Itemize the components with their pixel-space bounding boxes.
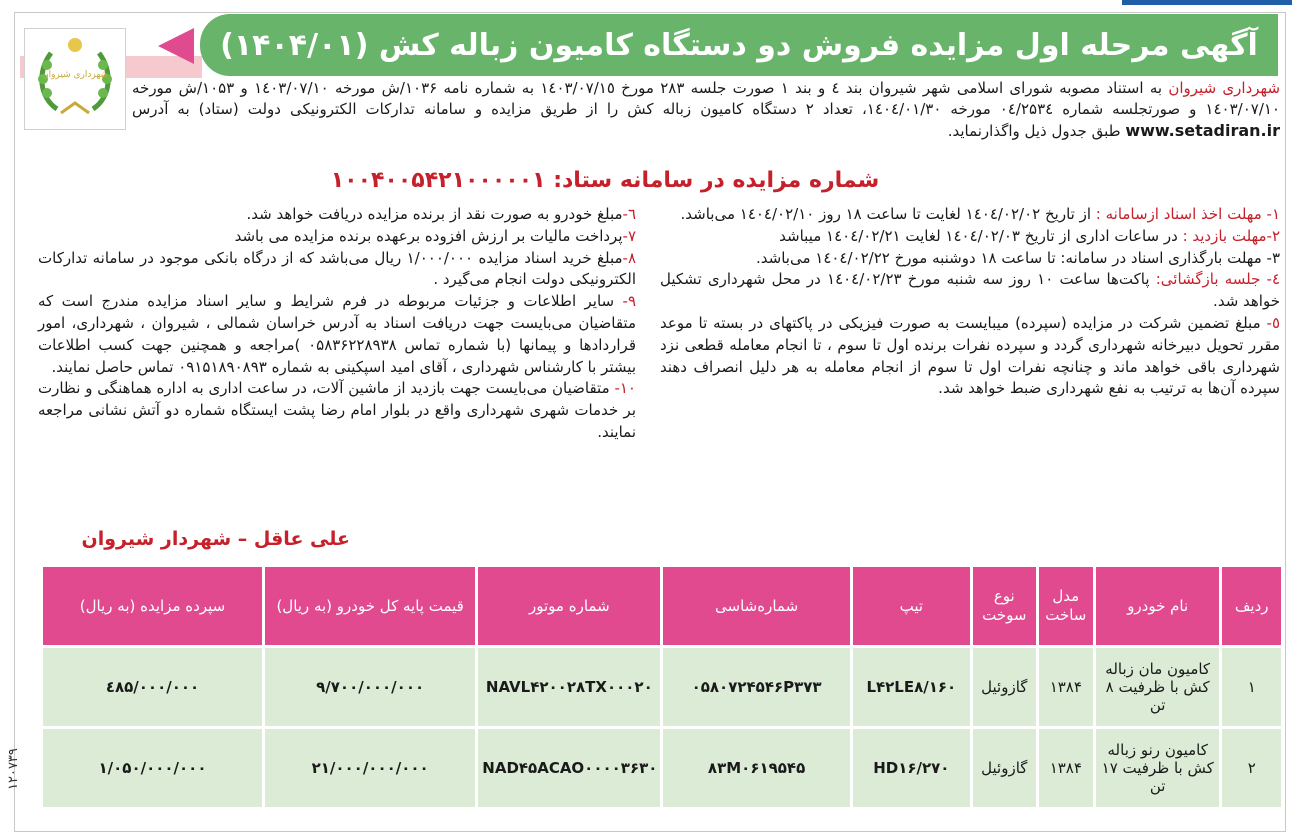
term-text: سایر اطلاعات و جزئیات مربوطه در فرم شرایط و سایر اسناد مزایده مندرج است که متقاضیان می‌بایست جهت دریافت اسناد به آدرس خراسان شمالی ، شیروان ، شهرداری، امور قراردادها و پیمانها (با شماره تماس ۰۵۸۳۶۲۲۸۹۳۸ )مراجعه و همچنین جهت کسب اطلاعات بیشتر با کارشناس شهرداری ، آقای امید اسپکینی به شماره ۰۹۱۵۱۸۹۰۸۹۳ تماس حاصل نمایند.: [38, 292, 636, 376]
header-chassis-number: شماره‌شاسی: [663, 567, 849, 645]
term-label: ۲-مهلت بازدید :: [1182, 226, 1280, 245]
header-row-number: ردیف: [1222, 567, 1281, 645]
term-text: در ساعات اداری از تاریخ ۱٤۰٤/۰۲/۰۳ لغایت ۱٤۰٤/۰۲/۲۱ میباشد: [779, 226, 1183, 245]
cell-model-year: ۱۳۸۴: [1039, 729, 1093, 807]
term-text: متقاضیان می‌بایست جهت بازدید از ماشین آلات، در ساعت اداری به اداره هماهنگی و نظارت بر خدمات شهری شهرداری واقع در بلوار امام رضا پشت ایستگاه شماره دو آتش نشانی مراجعه نمایند.: [38, 379, 636, 441]
term-text: پاکت‌ها ساعت ۱۰ روز سه شنبه مورخ ۱٤۰٤/۰۲/۲۳ در محل شهرداری تشکیل خواهد شد.: [660, 270, 1280, 311]
cell-type: L۴۲LE۸/۱۶۰: [853, 648, 970, 726]
cell-type: HD۱۶/۲۷۰: [853, 729, 970, 807]
intro-text-a: به استناد مصوبه شورای اسلامی شهر شیروان بند ٤ و بند ۱ صورت جلسه ۲۸۳ مورخ ۱٤۰۳/۰۷/۱٥ به شماره نامه ۱۰۳۶/ش مورخه ۱٤۰۳/۰۷/۱۰ و ۱۰۵۳/ش مورخه ۱٤۰۳/۰۷/۱۰ و صورتجلسه شماره ۰٤/۲۵۳٤ مورخه ۱٤۰٤/۰۱/۳۰، تعداد ۲ دستگاه کامیون زباله کش را از طریق مزایده و سامانه تدارکات الکترونیکی دولت (ستاد) به آدرس: [132, 79, 1280, 118]
term-label: ۱- مهلت اخذ اسناد ازسامانه :: [1095, 205, 1280, 223]
term-item: [660, 226, 1280, 248]
term-item: [660, 313, 1280, 400]
cell-base-price: ۲۱/۰۰۰/۰۰۰/۰۰۰: [265, 729, 475, 807]
term-item: [38, 291, 636, 378]
cell-engine-number: NAVL۴۲۰۰۲۸TX۰۰۰۲۰: [478, 648, 660, 726]
auction-number: شماره مزایده در سامانه ستاد: ۱۰۰۴۰۰۵۴۲۱۰۰۰۰۰۱: [330, 168, 880, 193]
intro-paragraph: [132, 78, 1280, 142]
term-label: ٥-: [1260, 313, 1281, 332]
header-deposit: سپرده مزایده (به ریال): [43, 567, 262, 645]
cell-row-number: ۲: [1222, 729, 1281, 807]
cell-chassis-number: ۰۵۸۰۷۲۴۵۴۶P۳۷۳: [663, 648, 849, 726]
header-vehicle-name: نام خودرو: [1096, 567, 1220, 645]
term-item: [38, 204, 636, 226]
term-item: [38, 378, 636, 443]
header-engine-number: شماره موتور: [478, 567, 660, 645]
cell-model-year: ۱۳۸۴: [1039, 648, 1093, 726]
term-text: ۳- مهلت بارگذاری اسناد در سامانه: تا ساعت ۱۸ دوشنبه مورخ ۱٤۰٤/۰۲/۲۲ می‌باشد.: [756, 248, 1280, 267]
website-link[interactable]: www.setadiran.ir: [1125, 121, 1280, 140]
term-text: پرداخت مالیات بر ارزش افزوده برعهده برنده مزایده می باشد: [234, 226, 623, 245]
table-header-row: [43, 567, 1281, 645]
cell-row-number: ۱: [1222, 648, 1281, 726]
term-label: ۱۰-: [614, 379, 636, 398]
top-accent-bar: [1122, 0, 1292, 5]
term-label: ۸-: [622, 248, 637, 267]
term-text: مبلغ تضمین شرکت در مزایده (سپرده) میبایست به صورت فیزیکی در پاکتهای در بسته تا موعد مقرر تحویل دبیرخانه شهرداری گردد و سپرده نفرات برنده اول تا سوم ، تا انجام معامله قطعی نزد شهرداری باقی خواهد ماند و چنانچه نفرات اول تا سوم از انجام معامله به هر دلیل انصراف دهند سپرده آن‌ها به ترتیب به نفع شهرداری ضبط خواهد شد.: [660, 313, 1280, 398]
term-text: مبلغ خرید اسناد مزایده ۱/۰۰۰/۰۰۰ ریال می‌باشد که از درگاه بانکی موجود در سامانه تدارکات الکترونیکی دولت انجام می‌گیرد .: [38, 248, 636, 289]
header-pink-notch: [158, 28, 194, 64]
term-item: [660, 269, 1280, 313]
cell-vehicle-name: کامیون مان زباله کش با ظرفیت ۸ تن: [1096, 648, 1220, 726]
term-label: ۹-: [622, 292, 636, 311]
cell-engine-number: NAD۴۵ACAO۰۰۰۰۳۶۳۰: [478, 729, 660, 807]
term-text: از تاریخ ۱٤۰٤/۰۲/۰۲ لغایت تا ساعت ۱۸ روز ۱٤۰٤/۰۲/۱۰ می‌باشد.: [680, 205, 1096, 223]
table-row: [43, 648, 1281, 726]
mayor-signature: علی عاقل – شهردار شیروان: [81, 528, 350, 550]
table-row: [43, 729, 1281, 807]
terms-left-column: [38, 204, 636, 444]
term-item: [38, 226, 636, 248]
term-item: [660, 204, 1280, 226]
header-model-year: مدل ساخت: [1039, 567, 1093, 645]
title-bar: [200, 14, 1278, 76]
term-item: [660, 248, 1280, 270]
header-type: تیپ: [853, 567, 970, 645]
intro-text-b: طبق جدول ذیل واگذارنماید.: [947, 122, 1126, 140]
logo-text: شهرداری شیروان: [41, 70, 109, 80]
vehicles-table: [40, 564, 1284, 810]
header-fuel-type: نوع سوخت: [973, 567, 1036, 645]
term-label: ۷-: [622, 226, 636, 245]
terms-right-column: [660, 204, 1280, 400]
term-text: مبلغ خودرو به صورت نقد از برنده مزایده دریافت خواهد شد.: [246, 205, 623, 223]
cell-chassis-number: ۸۳M۰۶۱۹۵۴۵: [663, 729, 849, 807]
term-label: ٤- جلسه بازگشائی:: [1155, 270, 1281, 289]
cell-deposit: ٤۸۵/۰۰۰/۰۰۰: [43, 648, 262, 726]
ad-title: آگهی مرحله اول مزایده فروش دو دستگاه کامیون زباله کش (۱۴۰۴/۰۱): [220, 27, 1258, 63]
cell-fuel-type: گازوئیل: [973, 729, 1036, 807]
municipality-name: شهرداری شیروان: [1168, 79, 1281, 97]
cell-deposit: ۱/۰۵۰/۰۰۰/۰۰۰: [43, 729, 262, 807]
cell-fuel-type: گازوئیل: [973, 648, 1036, 726]
term-label: ٦-: [622, 205, 636, 223]
header-base-price: قیمت پایه کل خودرو (به ریال): [265, 567, 475, 645]
cell-base-price: ۹/۷۰۰/۰۰۰/۰۰۰: [265, 648, 475, 726]
cell-vehicle-name: کامیون رنو زباله کش با ظرفیت ۱۷ تن: [1096, 729, 1220, 807]
wreath-logo-icon: [27, 31, 123, 127]
term-item: [38, 248, 636, 292]
side-code: ۱۲۰۷۳۹: [6, 748, 21, 790]
municipality-logo: [24, 28, 126, 130]
